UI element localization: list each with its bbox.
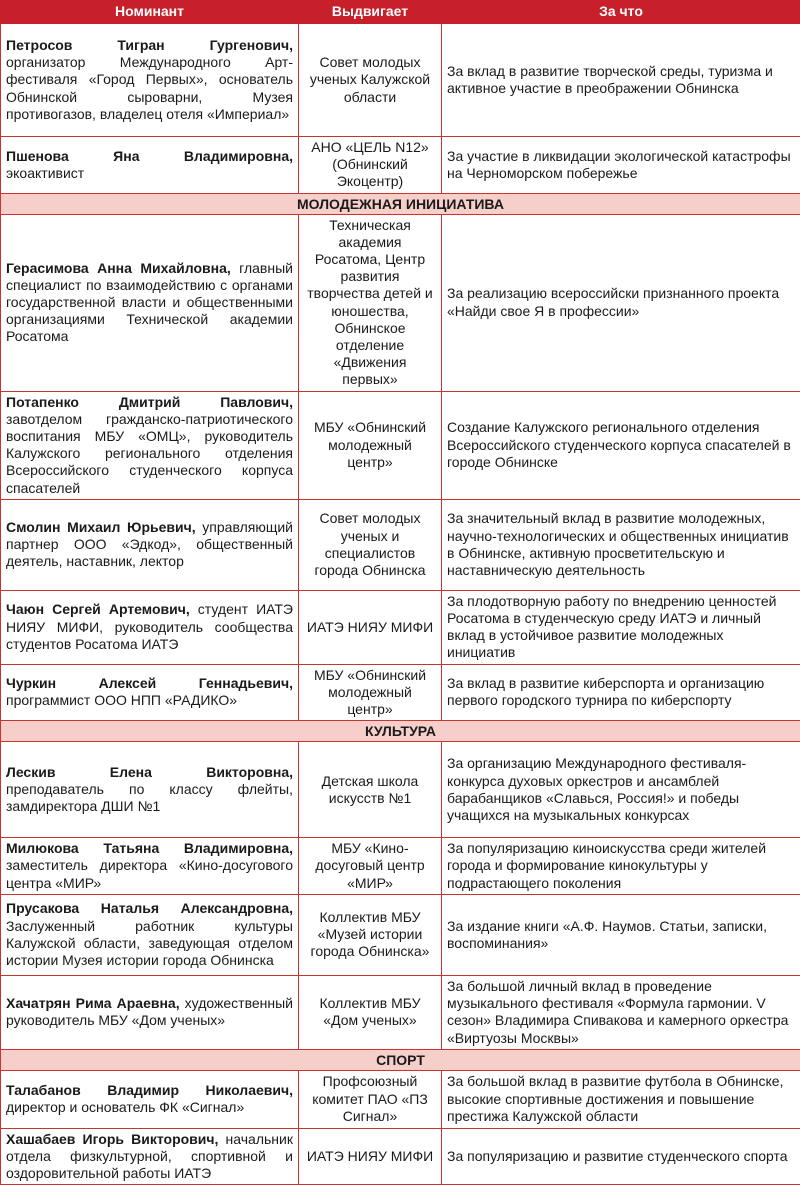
nominee-cell <box>1 1128 299 1185</box>
nominee-name: Герасимова Анна Михайловна, <box>6 260 231 276</box>
nominee-cell <box>1 499 299 590</box>
nominee-description: директор и основатель ФК «Сигнал» <box>6 1099 244 1115</box>
nominee-name: Пшенова Яна Владимировна, <box>6 148 293 164</box>
reason-cell: За издание книги «А.Ф. Наумов. Статьи, записки, воспоминания» <box>442 894 800 975</box>
nominee-name: Лескив Елена Викторовна, <box>6 764 293 780</box>
reason-cell: За реализацию всероссийски признанного проекта «Найди свое Я в профессии» <box>442 214 800 391</box>
header-nominee: Номинант <box>1 1 299 24</box>
reason-cell: За участие в ликвидации экологической катастрофы на Черноморском побережье <box>442 137 800 194</box>
nominee-cell <box>1 894 299 975</box>
nominated-by-cell: Коллектив МБУ «Музей истории города Обнинска» <box>299 894 442 975</box>
section-title: МОЛОДЕЖНАЯ ИНИЦИАТИВА <box>1 193 800 214</box>
nominated-by-cell: Профсоюзный комитет ПАО «ПЗ Сигнал» <box>299 1070 442 1128</box>
reason-cell: За вклад в развитие творческой среды, туризма и активное участие в преображении Обнинска <box>442 24 800 137</box>
table-row <box>1 1070 800 1128</box>
nominated-by-cell: ИАТЭ НИЯУ МИФИ <box>299 1128 442 1185</box>
table-row <box>1 894 800 975</box>
nominee-cell <box>1 24 299 137</box>
nominee-name: Смолин Михаил Юрьевич, <box>6 519 196 535</box>
table-row <box>1 137 800 194</box>
nominee-description: художественный руководитель МБУ «Дом ученых» <box>6 995 293 1028</box>
nominee-description: заместитель директора «Кино-досугового центра «МИР» <box>6 857 293 890</box>
nominee-cell <box>1 742 299 838</box>
table-row <box>1 590 800 664</box>
reason-cell: За популяризацию киноискусства среди жителей города и формирование кинокультуры у подрастающего поколения <box>442 838 800 895</box>
header-reason: За что <box>442 1 800 24</box>
nominated-by-cell: Совет молодых ученых и специалистов города Обнинска <box>299 499 442 590</box>
table-row <box>1 391 800 499</box>
table-body <box>1 24 800 1185</box>
nominee-name: Чаюн Сергей Артемович, <box>6 601 190 617</box>
nominee-cell <box>1 137 299 194</box>
nominated-by-cell: МБУ «Обнинский молодежный центр» <box>299 664 442 721</box>
nominee-description: Заслуженный работник культуры Калужской области, заведующая отделом истории Музея истории города Обнинска <box>6 918 293 968</box>
nominated-by-cell: ИАТЭ НИЯУ МИФИ <box>299 590 442 664</box>
nominee-description: программист ООО НПП «РАДИКО» <box>6 692 237 708</box>
nominee-cell <box>1 838 299 895</box>
section-title: СПОРТ <box>1 1049 800 1070</box>
reason-cell: За большой личный вклад в проведение музыкального фестиваля «Формула гармонии. V сезон» Владимира Спивакова и камерного оркестра «Виртуозы Москвы» <box>442 975 800 1049</box>
table-row <box>1 499 800 590</box>
header-row <box>1 1 800 24</box>
table-row <box>1 24 800 137</box>
nominee-cell <box>1 664 299 721</box>
table-row <box>1 838 800 895</box>
nominee-cell <box>1 590 299 664</box>
reason-cell: За популяризацию и развитие студенческого спорта <box>442 1128 800 1185</box>
nominee-cell <box>1 1070 299 1128</box>
nominee-cell <box>1 214 299 391</box>
nominee-name: Потапенко Дмитрий Павлович, <box>6 394 293 410</box>
nominated-by-cell: АНО «ЦЕЛЬ N12» (Обнинский Экоцентр) <box>299 137 442 194</box>
nominee-name: Чуркин Алексей Геннадьевич, <box>6 675 293 691</box>
reason-cell: За организацию Международного фестиваля-конкурса духовых оркестров и ансамблей барабанщиков «Славься, Россия!» и победы учащихся на музыкальных конкурсах <box>442 742 800 838</box>
nominated-by-cell: МБУ «Обнинский молодежный центр» <box>299 391 442 499</box>
nominee-name: Прусакова Наталья Александровна, <box>6 900 293 916</box>
header-nominated-by: Выдвигает <box>299 1 442 24</box>
nominee-name: Петросов Тигран Гургенович, <box>6 37 293 53</box>
table-row <box>1 975 800 1049</box>
nominee-description: управляющий партнер ООО «Эдкод», общественный деятель, наставник, лектор <box>6 519 293 569</box>
nominee-description: завотделом гражданско-патриотического воспитания МБУ «ОМЦ», руководитель Калужского регионального отделения Всероссийского студенческого корпуса спасателей <box>6 411 293 496</box>
reason-cell: За значительный вклад в развитие молодежных, научно-технологических и общественных инициатив в Обнинске, активную просветительскую и наставническую деятельность <box>442 499 800 590</box>
section-row <box>1 1049 800 1070</box>
reason-cell: За вклад в развитие киберспорта и организацию первого городского турнира по киберспорту <box>442 664 800 721</box>
table-row <box>1 742 800 838</box>
nominee-description: главный специалист по взаимодействию с органами государственной власти и общественными организациями Технической академии Росатома <box>6 260 293 345</box>
reason-cell: За большой вклад в развитие футбола в Обнинске, высокие спортивные достижения и повышение престижа Калужской области <box>442 1070 800 1128</box>
nominee-cell <box>1 391 299 499</box>
nominee-description: студент ИАТЭ НИЯУ МИФИ, руководитель сообщества студентов Росатома ИАТЭ <box>6 601 293 651</box>
reason-cell: За плодотворную работу по внедрению ценностей Росатома в студенческую среду ИАТЭ и личный вклад в устойчивое развитие молодежных инициатив <box>442 590 800 664</box>
section-row <box>1 721 800 742</box>
nominated-by-cell: Детская школа искусств №1 <box>299 742 442 838</box>
section-row <box>1 193 800 214</box>
nominated-by-cell: Техническая академия Росатома, Центр развития творчества детей и юношества, Обнинское отделение «Движения первых» <box>299 214 442 391</box>
nominated-by-cell: Коллектив МБУ «Дом ученых» <box>299 975 442 1049</box>
table-row <box>1 1128 800 1185</box>
nominee-name: Милюкова Татьяна Владимировна, <box>6 840 293 856</box>
nominee-description: организатор Международного Арт-фестиваля «Город Первых», основатель Обнинской сыроварни, Музея противогазов, владелец отеля «Империал» <box>6 54 293 122</box>
nominee-cell <box>1 975 299 1049</box>
reason-cell: Создание Калужского регионального отделения Всероссийского студенческого корпуса спасателей в городе Обнинске <box>442 391 800 499</box>
table-row <box>1 214 800 391</box>
nominee-name: Хашабаев Игорь Викторович, <box>6 1131 218 1147</box>
nominated-by-cell: МБУ «Кино-досуговый центр «МИР» <box>299 838 442 895</box>
nominee-name: Хачатрян Рима Араевна, <box>6 995 180 1011</box>
table-row <box>1 664 800 721</box>
nominee-description: экоактивист <box>6 165 84 181</box>
nominated-by-cell: Совет молодых ученых Калужской области <box>299 24 442 137</box>
nominee-description: преподаватель по классу флейты, замдиректора ДШИ №1 <box>6 781 293 814</box>
section-title: КУЛЬТУРА <box>1 721 800 742</box>
nominee-name: Талабанов Владимир Николаевич, <box>6 1082 293 1098</box>
nominee-description: начальник отдела физкультурной, спортивной и оздоровительной работы ИАТЭ <box>6 1131 293 1181</box>
